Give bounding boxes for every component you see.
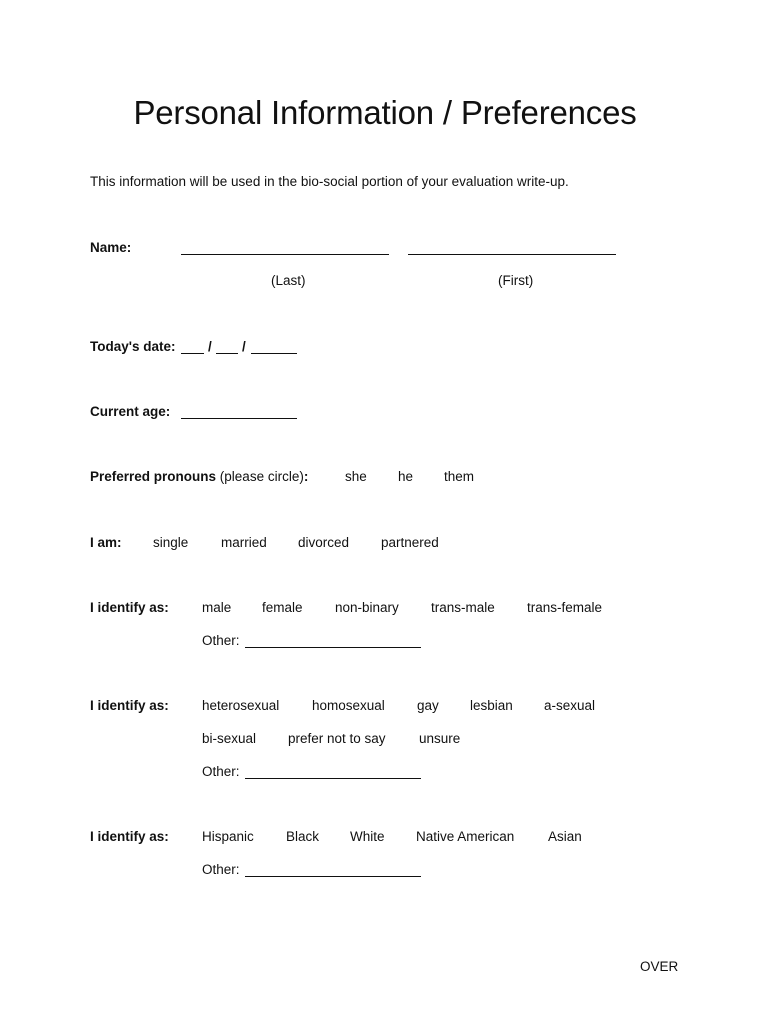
gender-option[interactable]: non-binary bbox=[335, 600, 399, 615]
over-indicator: OVER bbox=[640, 959, 679, 974]
pronoun-option[interactable]: he bbox=[398, 469, 414, 484]
ethnicity-option[interactable]: Native American bbox=[416, 829, 515, 844]
date-separator: / bbox=[208, 339, 212, 354]
intro-text: This information will be used in the bio-social portion of your evaluation write-up. bbox=[90, 174, 569, 189]
orientation-option[interactable]: lesbian bbox=[470, 698, 513, 713]
pronouns-colon: : bbox=[303, 469, 309, 484]
orientation-other-label: Other: bbox=[202, 764, 240, 779]
gender-label: I identify as: bbox=[90, 600, 169, 615]
orientation-option[interactable]: heterosexual bbox=[202, 698, 280, 713]
orientation-other-field[interactable] bbox=[245, 778, 421, 779]
date-day-field[interactable] bbox=[216, 353, 238, 354]
name-label: Name: bbox=[90, 240, 132, 255]
date-label: Today's date: bbox=[90, 339, 176, 354]
marital-option[interactable]: married bbox=[221, 535, 267, 550]
first-name-caption: (First) bbox=[498, 273, 534, 288]
gender-other-label: Other: bbox=[202, 633, 240, 648]
ethnicity-option[interactable]: White bbox=[350, 829, 385, 844]
gender-option[interactable]: male bbox=[202, 600, 232, 615]
ethnicity-other-field[interactable] bbox=[245, 876, 421, 877]
gender-option[interactable]: female bbox=[262, 600, 303, 615]
first-name-field[interactable] bbox=[408, 254, 616, 255]
orientation-option[interactable]: bi-sexual bbox=[202, 731, 257, 746]
ethnicity-option[interactable]: Black bbox=[286, 829, 320, 844]
age-label: Current age: bbox=[90, 404, 171, 419]
ethnicity-option[interactable]: Asian bbox=[548, 829, 582, 844]
ethnicity-other-label: Other: bbox=[202, 862, 240, 877]
last-name-field[interactable] bbox=[181, 254, 389, 255]
pronouns-label-bold: Preferred pronouns bbox=[90, 469, 217, 484]
gender-other-field[interactable] bbox=[245, 647, 421, 648]
marital-option[interactable]: divorced bbox=[298, 535, 350, 550]
date-year-field[interactable] bbox=[251, 353, 297, 354]
orientation-option[interactable]: unsure bbox=[419, 731, 461, 746]
pronouns-note: (please circle) bbox=[219, 469, 304, 484]
orientation-option[interactable]: homosexual bbox=[312, 698, 385, 713]
orientation-option[interactable]: gay bbox=[417, 698, 439, 713]
pronoun-option[interactable]: them bbox=[444, 469, 475, 484]
gender-option[interactable]: trans-female bbox=[527, 600, 603, 615]
orientation-option[interactable]: a-sexual bbox=[544, 698, 596, 713]
page-title: Personal Information / Preferences bbox=[133, 94, 637, 131]
last-name-caption: (Last) bbox=[271, 273, 306, 288]
orientation-label: I identify as: bbox=[90, 698, 169, 713]
date-month-field[interactable] bbox=[181, 353, 204, 354]
orientation-option[interactable]: prefer not to say bbox=[288, 731, 386, 746]
gender-option[interactable]: trans-male bbox=[431, 600, 495, 615]
marital-option[interactable]: single bbox=[153, 535, 189, 550]
pronoun-option[interactable]: she bbox=[345, 469, 367, 484]
age-field[interactable] bbox=[181, 418, 297, 419]
marital-option[interactable]: partnered bbox=[381, 535, 439, 550]
marital-label: I am: bbox=[90, 535, 122, 550]
ethnicity-label: I identify as: bbox=[90, 829, 169, 844]
pronouns-label bbox=[90, 469, 308, 484]
ethnicity-option[interactable]: Hispanic bbox=[202, 829, 254, 844]
date-separator: / bbox=[242, 339, 246, 354]
